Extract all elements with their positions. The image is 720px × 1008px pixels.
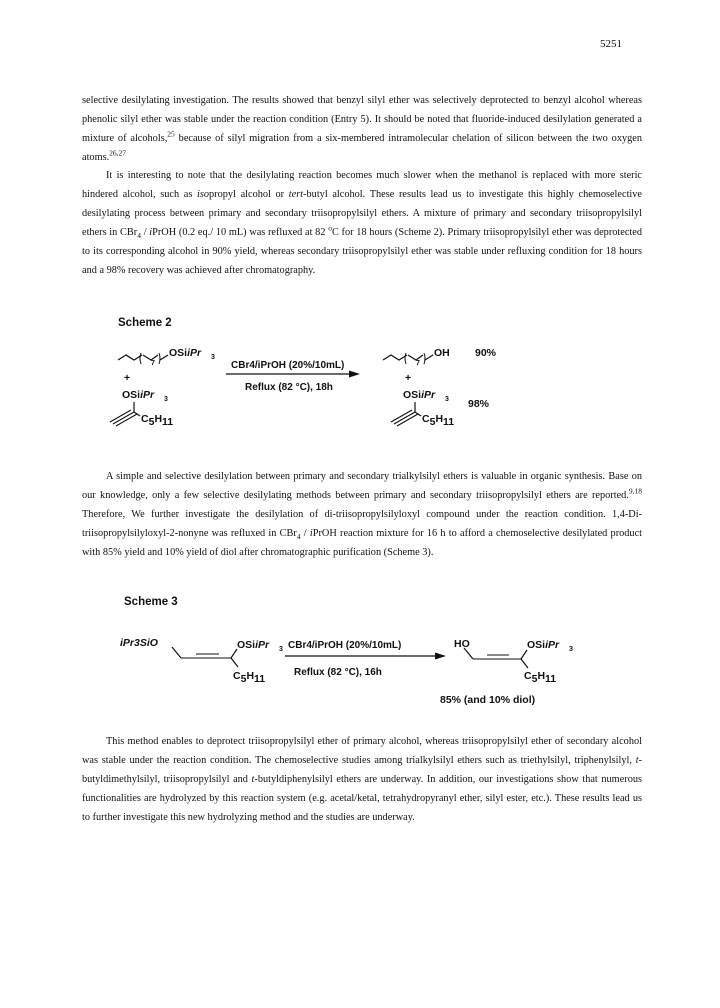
reactant-1-subscript: 7 [151, 360, 155, 367]
scheme-2-diagram [0, 340, 720, 428]
para3-text-c: / [300, 527, 310, 539]
scheme-2-title: Scheme 2 [118, 317, 172, 329]
product-1-subscript: 7 [416, 360, 420, 367]
para4-t2: t [251, 773, 255, 785]
para3-sub4: 4 [296, 531, 301, 541]
products-plus: + [405, 372, 412, 384]
start-left-group: iPr3SiO [120, 637, 158, 649]
start-bond-3 [231, 658, 238, 667]
para4-text-c: -butyldiphenylsilyl ethers are underway. In addition, our investigations show that numerous functionalities are hydrolyzed by this reaction system (e.g. acetal/ketal, tetrahydropyranyl ether, silyl ester, etc.). These results lead us to further investigate this new hydrolyzing method and the studies are underway. [82, 773, 642, 823]
scheme-3-diagram [0, 630, 720, 720]
scheme-2-reagent: CBr4/iPrOH (20%/10mL) [231, 360, 345, 371]
para2-text-d: / [140, 226, 150, 238]
para3-text-d: PrOH reaction mixture for 16 h to afford a chemoselective desilylated product with 85% yield and 10% yield of diol after chromatographic purification (Scheme 3). [82, 527, 643, 558]
scheme-3-condition: Reflux (82 °C), 16h [294, 667, 382, 678]
product-2-yield: 98% [468, 398, 490, 410]
para3-i: i [309, 527, 313, 539]
scheme-3-title: Scheme 3 [124, 596, 178, 608]
start-bond-1 [172, 647, 181, 658]
para4-t1: t [635, 754, 639, 766]
reactant-1-chain [118, 355, 142, 360]
start-sub3: 3 [279, 646, 283, 653]
product-right-group: OSiiPr [527, 639, 560, 651]
para2-degree: o [328, 223, 332, 233]
para1-ref-1: 25 [167, 129, 175, 139]
para3-text-a: A simple and selective desilylation between primary and secondary trialkylsilyl ethers is valuable in organic synthesis. Base on our knowledge, only a few selective desilylating methods between primary and secondary triisopropylsilyl ethers are reported. [82, 471, 642, 501]
para2-iso: iso [197, 188, 210, 200]
reactant-2-sub3: 3 [164, 396, 168, 403]
reactant-1-sub3: 3 [211, 354, 215, 361]
paragraph-2 [82, 167, 642, 280]
product-c5h11: C5H11 [524, 670, 557, 685]
para3-text-b: Therefore, We further investigate the desilylation of di-triisopropylsilyloxyl compound under the reaction condition. 1,4-Di-triisopropylsilyloxyl-2-nonyne was refluxed in CBr [82, 508, 642, 539]
product-2-sub3: 3 [445, 396, 449, 403]
scheme-3-reagent: CBr4/iPrOH (20%/10mL) [288, 640, 402, 651]
product-1-bond [425, 355, 433, 360]
reactant-2-group: OSiiPr [122, 389, 155, 401]
reactants-plus: + [124, 372, 131, 384]
product-2-c5h11: C5H11 [422, 413, 455, 428]
para1-ref-2: 26,27 [109, 148, 127, 158]
product-1-bracket [405, 353, 425, 364]
product-bond-2 [521, 650, 527, 659]
para2-text-c: -butyl alcohol. These results lead us to investigate this highly chemoselective desilylating process between primary and secondary triisopropylsilyl ethers. A mixture of primary and secondary triisopropylsilyl ethers in CBr [82, 188, 643, 238]
product-sub3: 3 [569, 646, 573, 653]
product-bond-3 [521, 659, 528, 668]
product-1-group: OH [434, 347, 450, 359]
product-1-chain [383, 355, 407, 360]
para4-text-a: This method enables to deprotect triisopropylsilyl ether of primary alcohol, whereas triisopropylsilyl ether of secondary alcohol was stable under the reaction condition. The chemoselective studies among trialkylsilyl ethers such as triethylsilyl, triphenylsilyl, [82, 736, 642, 766]
start-c5h11: C5H11 [233, 670, 266, 685]
scheme-3-arrowhead [435, 653, 446, 660]
product-ho: HO [454, 638, 470, 650]
paragraph-1 [82, 92, 642, 168]
reactant-2-c5h11: C5H11 [141, 413, 174, 428]
product-2-group: OSiiPr [403, 389, 436, 401]
para2-tert: tert [288, 188, 304, 200]
para1-text-a: selective desilylating investigation. The results showed that benzyl silyl ether was selectively deprotected to benzyl alcohol whereas phenolic silyl ether was stable under the reaction condition (Entry 5). It should be noted that fluoride-induced desilylation generated a mixture of alcohols, [82, 95, 642, 144]
paragraph-3 [82, 468, 642, 563]
para2-text-f: C for 18 hours (Scheme 2). Primary triisopropylsilyl ether was deprotected to its corresponding alcohol in 90% yield, whereas secondary triisopropylsilyl ether was stable under refluxing condition for 18 hours and a 98% recovery was achieved after chromatography. [82, 226, 642, 276]
reactant-1-bracket [140, 353, 160, 364]
reactant-1-group: OSiiPr [169, 347, 202, 359]
para3-ref: 9,18 [628, 486, 642, 496]
scheme-2-condition: Reflux (82 °C), 18h [245, 382, 333, 393]
para2-text-b: propyl alcohol or [209, 188, 289, 200]
para4-text-b: -butyldimethylsilyl, triisopropylsilyl and [82, 754, 642, 785]
reactant-1-bond [160, 355, 168, 360]
scheme-2-arrowhead [349, 371, 360, 378]
para2-text-e: PrOH (0.2 eq./ 10 mL) was refluxed at 82 [152, 226, 329, 238]
para2-i: i [149, 226, 153, 238]
para2-sub4: 4 [137, 230, 141, 240]
product-1-yield: 90% [475, 347, 497, 359]
scheme-3-result: 85% (and 10% diol) [440, 694, 536, 706]
start-right-group: OSiiPr [237, 639, 270, 651]
para1-text-b: because of silyl migration from a six-membered intramolecular chelation of silicon between the two oxygen atoms. [82, 132, 642, 163]
para2-text-a: It is interesting to note that the desilylating reaction becomes much slower when the methanol is replaced with more steric hindered alcohol, such as [82, 170, 642, 200]
page-number: 5251 [600, 38, 622, 50]
paragraph-4 [82, 733, 642, 828]
